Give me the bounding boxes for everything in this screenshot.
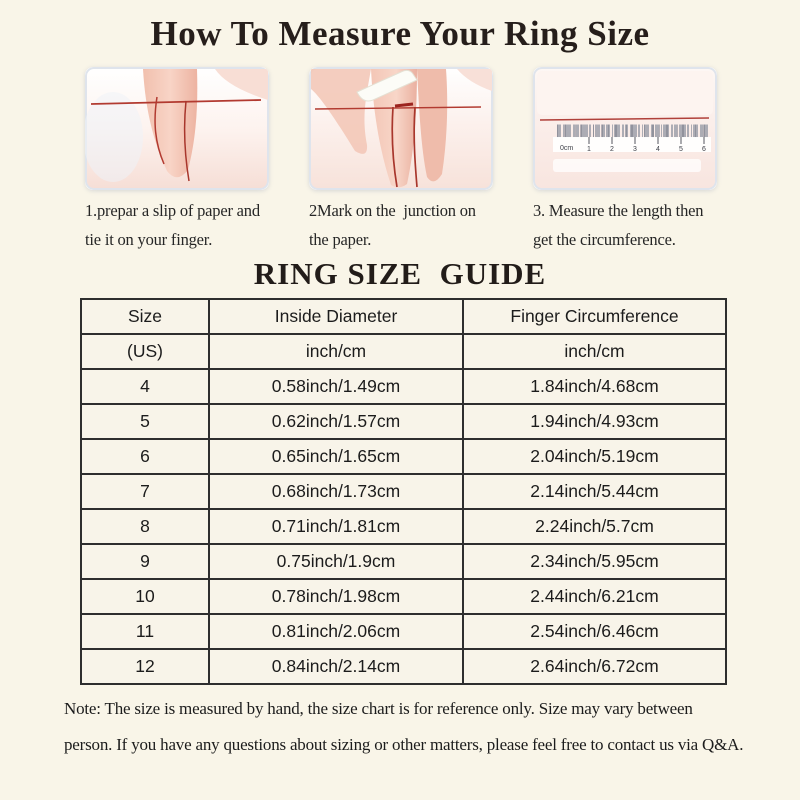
size-cell: 10 [81, 579, 209, 614]
step-1-caption-line-1: 1.prepar a slip of paper and [85, 201, 260, 220]
diameter-cell: 0.75inch/1.9cm [209, 544, 463, 579]
table-row [81, 614, 726, 649]
table-row [81, 404, 726, 439]
diameter-cell: 0.62inch/1.57cm [209, 404, 463, 439]
circumference-cell: 2.44inch/6.21cm [463, 579, 726, 614]
circumference-cell: 1.84inch/4.68cm [463, 369, 726, 404]
step-3 [533, 67, 717, 254]
diameter-cell: 0.84inch/2.14cm [209, 649, 463, 684]
footer-note: Note: The size is measured by hand, the size chart is for reference only. Size may vary between person. If you have any questions about sizing or other matters, please feel free to contact us via Q&A. [64, 699, 744, 754]
mark-junction-photo [309, 67, 493, 190]
step-1-caption-line-2: tie it on your finger. [85, 230, 213, 249]
page-title: How To Measure Your Ring Size [150, 14, 650, 53]
col-unit-diameter: inch/cm [209, 334, 463, 369]
diameter-cell: 0.81inch/2.06cm [209, 614, 463, 649]
circumference-cell: 2.34inch/5.95cm [463, 544, 726, 579]
col-header-finger-circumference: Finger Circumference [463, 299, 726, 334]
table-row [81, 544, 726, 579]
step-2-caption-line-1: 2Mark on the junction on [309, 201, 476, 220]
size-cell: 5 [81, 404, 209, 439]
step-2-caption [309, 196, 493, 254]
table-row [81, 649, 726, 684]
step-3-caption-line-2: get the circumference. [533, 230, 676, 249]
ring-size-table-body [81, 369, 726, 684]
circumference-cell: 2.14inch/5.44cm [463, 474, 726, 509]
header-row-2 [81, 334, 726, 369]
ruler-tick-3: 3 [633, 146, 637, 153]
size-cell: 12 [81, 649, 209, 684]
ring-size-guide-heading: RING SIZE GUIDE [253, 256, 547, 291]
col-header-size: Size [81, 299, 209, 334]
step-2 [309, 67, 493, 254]
measuring-steps [85, 67, 717, 254]
circumference-cell: 2.24inch/5.7cm [463, 509, 726, 544]
size-cell: 4 [81, 369, 209, 404]
step-1-caption [85, 196, 269, 254]
table-row [81, 579, 726, 614]
diameter-cell: 0.71inch/1.81cm [209, 509, 463, 544]
ruler-tick-6: 6 [702, 146, 706, 153]
circumference-cell: 2.04inch/5.19cm [463, 439, 726, 474]
col-header-inside-diameter: Inside Diameter [209, 299, 463, 334]
col-unit-circumference: inch/cm [463, 334, 726, 369]
size-cell: 6 [81, 439, 209, 474]
header-row-1 [81, 299, 726, 334]
ruler-measure-photo [533, 67, 717, 190]
size-cell: 7 [81, 474, 209, 509]
circumference-cell: 2.64inch/6.72cm [463, 649, 726, 684]
finger-with-string-photo [85, 67, 269, 190]
diameter-cell: 0.68inch/1.73cm [209, 474, 463, 509]
table-row [81, 474, 726, 509]
diameter-cell: 0.58inch/1.49cm [209, 369, 463, 404]
step-3-caption-line-1: 3. Measure the length then [533, 201, 704, 220]
table-row [81, 369, 726, 404]
ruler-tick-1: 1 [587, 146, 591, 153]
step-2-caption-line-2: the paper. [309, 230, 372, 249]
ruler-tick-2: 2 [610, 146, 614, 153]
table-row [81, 509, 726, 544]
step-1 [85, 67, 269, 254]
circumference-cell: 1.94inch/4.93cm [463, 404, 726, 439]
ruler-zero-label: 0cm [560, 145, 574, 152]
size-cell: 11 [81, 614, 209, 649]
ring-size-table [80, 298, 727, 685]
table-row [81, 439, 726, 474]
ruler-tick-5: 5 [679, 146, 683, 153]
size-cell: 9 [81, 544, 209, 579]
col-unit-us: (US) [81, 334, 209, 369]
size-cell: 8 [81, 509, 209, 544]
ring-size-table-header [81, 299, 726, 369]
ruler-tick-4: 4 [656, 146, 660, 153]
circumference-cell: 2.54inch/6.46cm [463, 614, 726, 649]
diameter-cell: 0.65inch/1.65cm [209, 439, 463, 474]
step-3-caption [533, 196, 717, 254]
diameter-cell: 0.78inch/1.98cm [209, 579, 463, 614]
